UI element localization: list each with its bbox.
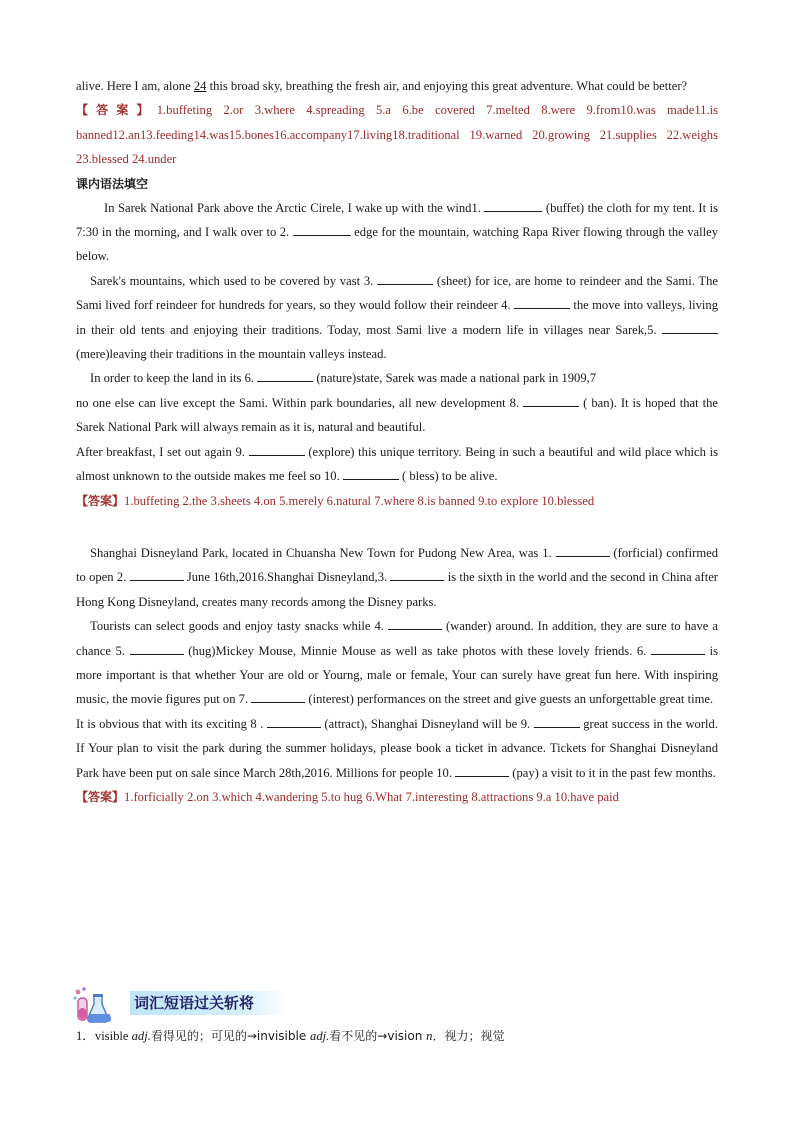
section-title: 词汇短语过关斩将: [130, 991, 286, 1015]
text: (buffet) the cloth for my tent. It is 7:30 in the morning, and I walk over to 2.: [76, 200, 719, 240]
blank-8: [267, 713, 321, 728]
text: In Sarek National Park above the Arctic Cirele, I wake up with the wind1.: [104, 200, 485, 215]
sarek-para-1: [76, 196, 718, 269]
document-body: [76, 74, 718, 809]
answer-tag: 【答案】: [76, 493, 125, 508]
text: (interest) performances on the street and give guests an unforgettable great time.: [305, 692, 714, 707]
blank-24: 24: [193, 79, 207, 93]
blank-5: [662, 319, 718, 334]
blank-10: [455, 762, 509, 777]
blank-1: [556, 542, 610, 557]
vocab-item-1: [76, 1026, 736, 1046]
blank-2: [293, 221, 351, 236]
answer-text: 1.buffeting 2.or 3.where 4.spreading 5.a 6.be covered 7.melted 8.were 9.from10.was made11.is banned12.an13.feeding14.was15.bones16.accompany17.living18.traditional 19.warned 20.growing 21.supplies 22.weighs 23.blessed 24.under: [76, 103, 718, 167]
shanghai-para-1: [76, 541, 718, 614]
text: is more important is that whether Your are old or Yourng, male or female, Your can surely have great fun here. With inspiring music, the movie figures put on 7.: [76, 643, 718, 707]
text: (sheet) for ice, are home to reindeer and the Sami. The Sami lived forf reindeer for hundreds for years, so they would follow their reindeer 4.: [76, 273, 718, 313]
sarek-para-2: [76, 269, 718, 367]
part-of-speech: n: [426, 1029, 433, 1043]
text: It is obvious that with its exciting 8 .: [76, 716, 267, 731]
blank-6: [651, 640, 705, 655]
answer-text: 1.buffeting 2.the 3.sheets 4.on 5.merely 6.natural 7.where 8.is banned 9.to explore 10.blessed: [124, 493, 595, 508]
text: (forficial) confirmed to open 2.: [76, 545, 718, 585]
shanghai-para-3: [76, 712, 718, 785]
text: After breakfast, I set out again 9.: [76, 444, 249, 459]
blank-9: [534, 713, 580, 728]
meaning: 看得见的；可见的→invisible: [150, 1029, 311, 1043]
answer-key-1: [76, 98, 718, 171]
shanghai-para-2: [76, 614, 718, 712]
section-heading: 课内语法填空: [76, 176, 149, 191]
blank-5: [130, 640, 184, 655]
blank-3: [390, 566, 444, 581]
sarek-para-4: [76, 440, 718, 489]
meaning: ．视力；视觉: [432, 1029, 505, 1043]
blank-9: [249, 441, 305, 456]
part-of-speech: adj.: [131, 1029, 151, 1043]
text: (explore) this unique territory. Being in such a beautiful and wild place which is almost unknown to the outside makes me feel so 10.: [76, 444, 719, 484]
text: (nature)state, Sarek was made a national park in 1909,7: [313, 371, 597, 386]
text: great success in the world. If Your plan to visit the park during the summer holidays, please book a ticket in advance. Tickets for Shanghai Disneyland Park have been put on sale since March 28th,2016. Millions for people 10.: [76, 716, 718, 780]
text: Tourists can select goods and enjoy tasty snacks while 4.: [90, 619, 388, 634]
text: no one else can live except the Sami. Within park boundaries, all new development 8.: [76, 395, 524, 410]
text: (pay) a visit to it in the past few months.: [509, 765, 716, 780]
word: visible: [94, 1029, 132, 1043]
text: In order to keep the land in its 6.: [90, 371, 258, 386]
answer-tag: 【答案】: [76, 789, 125, 804]
text: edge for the mountain, watching Rapa River flowing through the valley below.: [76, 225, 718, 264]
sarek-para-3: [76, 366, 718, 439]
blank-2: [130, 566, 184, 581]
answer-tag: 【答案】: [76, 103, 157, 118]
vocab-section-header: [72, 986, 732, 1026]
text: the move into valleys, living in their old tents and enjoying their traditions. Today, most Sami live a modern life in villages near Sarek,5.: [76, 298, 718, 337]
part-of-speech: adj.: [310, 1029, 330, 1043]
text: this broad sky, breathing the fresh air, and enjoying this great adventure. What could be better?: [206, 79, 688, 93]
text: June 16th,2016.Shanghai Disneyland,3.: [183, 570, 391, 585]
text: Shanghai Disneyland Park, located in Chuansha New Town for Pudong New Area, was 1.: [90, 545, 556, 560]
text: (wander) around. In addition, they are sure to have a chance 5.: [76, 619, 718, 658]
text: (attract), Shanghai Disneyland will be 9.: [320, 716, 534, 731]
blank-4: [388, 615, 442, 630]
item-number: 1．: [76, 1029, 95, 1043]
text: Sarek's mountains, which used to be covered by vast 3.: [90, 273, 378, 288]
text: ( bless) to be alive.: [398, 469, 498, 484]
blank-1: [484, 197, 542, 212]
spacer: [76, 513, 718, 541]
blank-3: [377, 270, 433, 285]
answer-key-3: [76, 785, 718, 809]
text: (hug)Mickey Mouse, Minnie Mouse as well as take photos with these lovely friends. 6.: [183, 643, 651, 658]
lab-flask-icon: [72, 986, 112, 1026]
blank-6: [257, 367, 313, 382]
passage-ending: [76, 74, 718, 98]
blank-7: [251, 688, 305, 703]
text: ( ban). It is hoped that the Sarek National Park will always remain as it is, natural and beautiful.: [76, 395, 718, 435]
blank-4: [514, 294, 570, 309]
meaning: 看不见的→vision: [329, 1029, 427, 1043]
text: (mere)leaving their traditions in the mountain valleys instead.: [76, 347, 387, 362]
answer-text: 1.forficially 2.on 3.which 4.wandering 5.to hug 6.What 7.interesting 8.attractions 9.a 10.have paid: [124, 789, 619, 804]
blank-10: [343, 465, 399, 480]
text: alive. Here I am, alone: [76, 79, 194, 93]
answer-key-2: [76, 489, 718, 513]
text: is the sixth in the world and the second in China after Hong Kong Disneyland, creates many records among the Disney parks.: [76, 570, 718, 609]
blank-8: [523, 392, 579, 407]
